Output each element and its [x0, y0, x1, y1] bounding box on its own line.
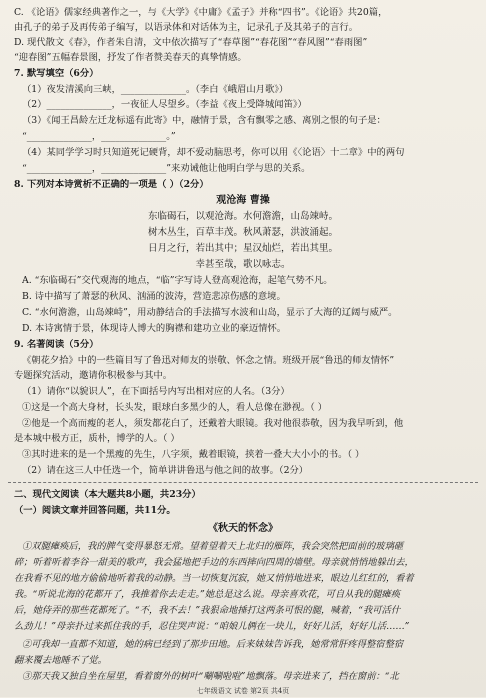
text-line: 《朝花夕拾》中的一些篇目写了鲁迅对师友的崇敬、怀念之情。班级开展“鲁迅的师友情怀” — [22, 355, 395, 366]
paragraph-line: 后，她侍弄的那些花都死了。“不，我不去！”我狠命地捶打这两条可恨的腿，喊着，“我可活什 — [14, 605, 401, 616]
text-line: “迎春图”五幅春景图，抒发了作者赞美春天的真挚情感。 — [14, 52, 247, 63]
paragraph-line: 我。“听说北海的花都开了，我推着你去走走。”她总是这么说。母亲喜欢花，可自从我的腿瘫痪 — [14, 589, 401, 600]
text-line: （2）______________，一夜征人尽望乡。（李益《夜上受降城闻笛》） — [22, 99, 307, 110]
text-line: ②他是一个高而瘦的老人，须发都花白了，还戴着大眼镜。我对他很恭敬，因为我早听到，他 — [22, 418, 404, 429]
text-line: “______________，______________。” — [22, 131, 176, 142]
text-line: （1）请你“以貌识人”，在下面括号内写出相对应的人名。（3分） — [22, 386, 290, 397]
text-line: （3）《闻王昌龄左迁龙标遥有此寄》中，融情于景，含有飘零之感、离别之恨的句子是： — [22, 115, 386, 126]
paragraph-line: 么劲儿！”母亲扑过来抓住我的手，忍住哭声说：“咱娘儿俩在一块儿，好好儿活，好好儿活……” — [14, 621, 410, 632]
option-a: A. “东临碣石”交代观海的地点，“临”字写诗人登高观沧海，起笔气势不凡。 — [22, 275, 333, 286]
poem-title: 观沧海 曹操 — [216, 195, 270, 206]
option-b: B. 诗中描写了萧瑟的秋风、汹涌的波涛，营造悲凉伤感的意境。 — [22, 291, 286, 302]
text-line: ③其时进来的是一个黑瘦的先生，八字须，戴着眼镜，挟着一叠大大小小的书。（ ） — [22, 449, 365, 460]
paragraph-line: 翻来覆去地睡不了觉。 — [14, 655, 107, 666]
page-footer: 七年级语文 试卷 第2页 共4页 — [196, 687, 290, 695]
section-heading: 二、现代文阅读（本大题共8小题，共23分） — [14, 489, 201, 500]
poem-line: 幸甚至哉，歌以咏志。 — [195, 259, 291, 270]
text-line: “______________，______________”来劝诫他让他明白学与思的关系。 — [22, 163, 311, 174]
paragraph-line: 在我看不见的地方偷偷地听着我的动静。当一切恢复沉寂，她又悄悄地进来，眼边儿红红的，看着 — [14, 573, 414, 584]
question-heading: 9. 名著阅读（5分） — [14, 339, 99, 350]
paragraph-line: 碎；听着听着李谷一甜美的歌声，我会猛地把手边的东西摔向四周的墙壁。母亲就悄悄地躲出去， — [14, 557, 414, 568]
article-title: 《秋天的怀念》 — [208, 523, 278, 534]
option-c: C. “水何澹澹，山岛竦峙”，用动静结合的手法描写水波和山岛，显示了大海的辽阔与威严。 — [22, 307, 398, 318]
text-line: D. 现代散文《春》，作者朱自清，文中依次描写了“春草图”“春花图”“春风图”“春雨图” — [14, 37, 368, 48]
text-line: 是本城中极方正，质朴，博学的人。（ ） — [14, 433, 180, 444]
poem-line: 树木丛生，百草丰茂。秋风萧瑟，洪波涌起。 — [147, 227, 338, 238]
question-heading: 7. 默写填空（6分） — [14, 68, 99, 79]
poem-line: 东临碣石，以观沧海。水何澹澹，山岛竦峙。 — [147, 211, 338, 222]
paragraph-line: ③那天我又独自坐在屋里，看着窗外的树叶“唰唰啦啦”地飘落。母亲进来了，挡在窗前：“北 — [22, 671, 399, 682]
text-line: 专题探究活动，邀请你积极参与其中。 — [14, 370, 173, 381]
text-line: ①这是一个高大身材，长头发，眼球白多黑少的人，看人总像在渺视。（ ） — [22, 402, 328, 413]
option-d: D. 本诗寓情于景，体现诗人博大的胸襟和建功立业的豪迈情怀。 — [22, 323, 287, 334]
text-line: （4）某同学学习时只知道死记硬背，却不爱动脑思考，你可以用《〈论语〉十二章》中的两句 — [22, 147, 405, 158]
paragraph-line: ②可我却一直都不知道，她的病已经到了那步田地。后来妹妹告诉我，她常常肝疼得整宿整宿 — [22, 639, 404, 650]
question-heading: 8. 下列对本诗赏析不正确的一项是（ ）（2分） — [14, 179, 209, 190]
text-line: （1）夜发清溪向三峡，______________。（李白《峨眉山月歌》） — [22, 84, 289, 95]
paragraph-line: ①双腿瘫痪后，我的脾气变得暴怒无常。望着望着天上北归的雁阵，我会突然把面前的玻璃砸 — [22, 541, 404, 552]
text-line: （2）请在这三人中任选一个，简单讲讲鲁迅与他之间的故事。（2分） — [22, 465, 309, 476]
text-line: C. 《论语》儒家经典著作之一，与《大学》《中庸》《孟子》并称“四书”。《论语》共20篇， — [14, 7, 388, 18]
subsection-heading: （一）阅读文章并回答问题，共11分。 — [14, 505, 176, 516]
section-divider — [8, 482, 478, 483]
poem-line: 日月之行，若出其中；星汉灿烂，若出其里。 — [147, 243, 338, 254]
text-line: 由孔子的弟子及再传弟子编写，以语录体和对话体为主，记录孔子及其弟子的言行。 — [14, 22, 358, 33]
